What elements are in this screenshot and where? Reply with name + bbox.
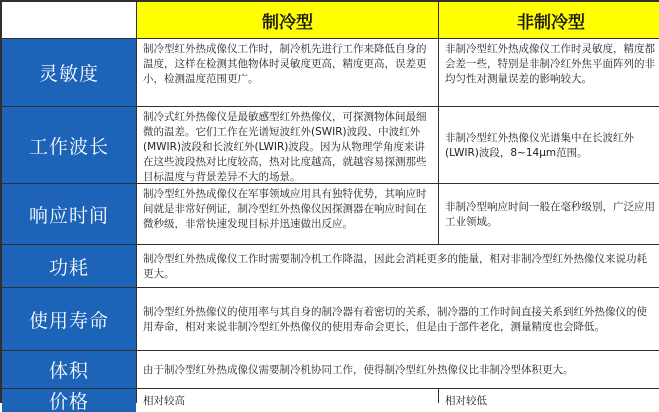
row-label-price: 价格 xyxy=(2,389,136,412)
merged-volume: 由于制冷型红外热成像仪需要制冷机协同工作，使得制冷型红外热像仪比非制冷型体积更大。 xyxy=(137,351,659,388)
row-label-response-time: 响应时间 xyxy=(2,184,136,244)
cooled-sensitivity: 制冷型红外热成像仪工作时，制冷机先进行工作来降低自身的温度，这样在检测其他物体时灵敏度更高，精度更高，误差更小，检测温度范围更广。 xyxy=(137,39,438,106)
merged-power: 制冷型红外热成像仪工作时需要制冷机工作降温，因此会消耗更多的能量，相对非制冷型红外热像仪来说功耗更大。 xyxy=(137,245,659,287)
header-cooled: 制冷型 xyxy=(137,2,438,38)
merged-lifespan: 制冷型红外热像仪的使用率与其自身的制冷器有着密切的关系，制冷器的工作时间直接关系到红外热像仪的使用寿命，相对来说非制冷型红外热像仪的使用寿命会更长，但是由于部件老化，测量精度也会降低。 xyxy=(137,288,659,350)
cooled-wavelength: 制冷式红外热像仪是最敏感型红外热像仪，可探测物体间最细微的温差。它们工作在光谱短波红外(SWIR)波段、中波红外(MWIR)波段和长波红外(LWIR)波段。因为从物理学角度来讲在这些波段热对比度较高，热对比度越高，就越容易探测那些目标温度与背景差异不大的场景。 xyxy=(137,107,438,183)
header-uncooled: 非制冷型 xyxy=(439,2,659,38)
row-label-sensitivity: 灵敏度 xyxy=(2,39,136,106)
uncooled-sensitivity: 非制冷型红外热成像仪工作时灵敏度，精度都会差一些，特别是非制冷红外焦平面阵列的非均匀性对测量误差的影响较大。 xyxy=(439,39,659,106)
cooled-response-time: 制冷型红外热成像仪在军事领域应用具有独特优势，其响应时间就是非常好例证，制冷型红外热像仪因探测器在响应时间在微秒级，非常快速发现目标并迅速做出反应。 xyxy=(137,184,438,244)
uncooled-response-time: 非制冷型响应时间一般在毫秒级别，广泛应用工业领域。 xyxy=(439,184,659,244)
row-label-lifespan: 使用寿命 xyxy=(2,288,136,350)
table-corner xyxy=(2,2,136,38)
row-label-wavelength: 工作波长 xyxy=(2,107,136,183)
row-label-volume: 体积 xyxy=(2,351,136,388)
uncooled-wavelength: 非制冷型红外热像仪光谱集中在长波红外(LWIR)波段，8~14μm范围。 xyxy=(439,107,659,183)
row-label-power: 功耗 xyxy=(2,245,136,287)
cooled-price: 相对较高 xyxy=(137,389,438,412)
uncooled-price: 相对较低 xyxy=(439,389,659,412)
